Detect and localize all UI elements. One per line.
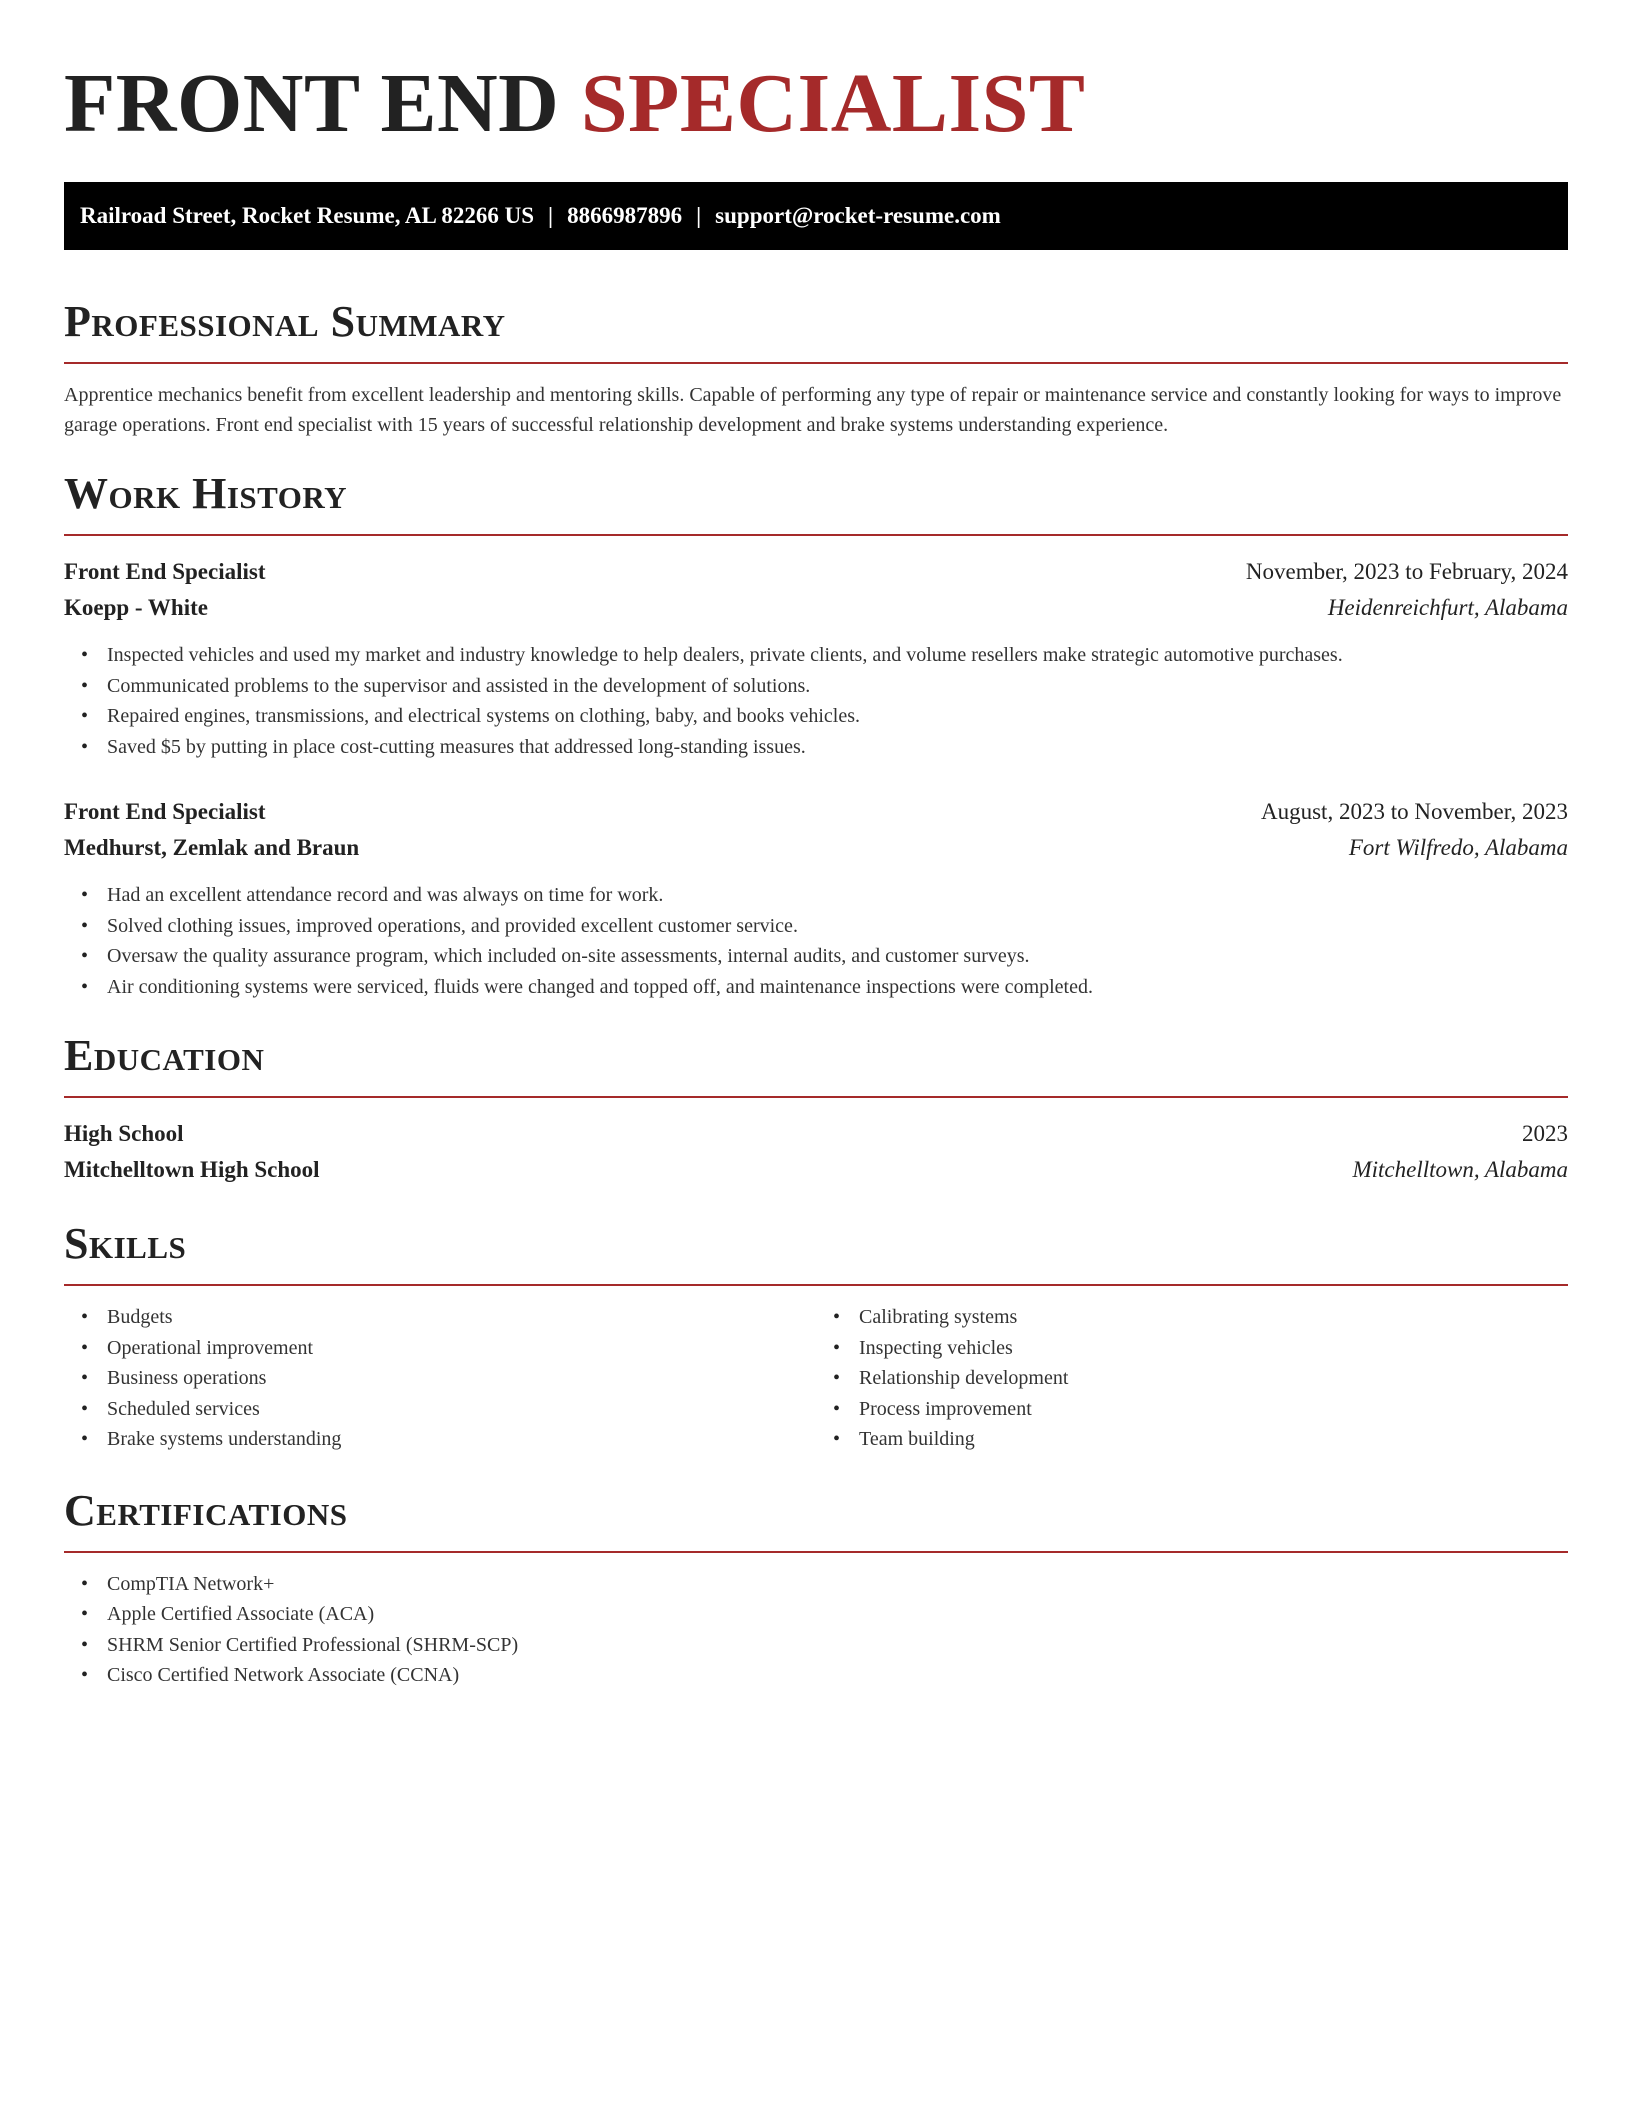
job-location: Heidenreichfurt, Alabama — [1327, 595, 1568, 620]
certification-item: • Cisco Certified Network Associate (CCNA) — [107, 1660, 1568, 1691]
job-company: Koepp - White — [64, 595, 208, 620]
education-school: Mitchelltown High School — [64, 1157, 320, 1182]
certifications-list — [64, 1569, 1568, 1691]
education-location: Mitchelltown, Alabama — [1352, 1157, 1568, 1182]
education-entry — [64, 1116, 1568, 1188]
job-dates: August, 2023 to November, 2023 — [1261, 799, 1568, 824]
job-title: Front End Specialist — [64, 799, 266, 824]
list-item: • Solved clothing issues, improved operations, and provided excellent customer service. — [107, 911, 1568, 942]
contact-bar — [64, 182, 1568, 250]
skill-item: • Inspecting vehicles — [859, 1333, 1568, 1364]
education-section — [64, 1028, 1568, 1188]
section-divider — [64, 1096, 1568, 1098]
contact-phone: 8866987896 — [567, 203, 683, 228]
skill-item: • Team building — [859, 1424, 1568, 1455]
job-company: Medhurst, Zemlak and Braun — [64, 835, 360, 860]
summary-text: Apprentice mechanics benefit from excellent leadership and mentoring skills. Capable of performing any type of repair or maintenance service and constantly looking for ways to improve garage operations. Front end specialist with 15 years of successful relationship development and brake systems understanding experience. — [64, 384, 1562, 436]
section-divider — [64, 1284, 1568, 1286]
section-divider — [64, 362, 1568, 364]
list-item: • Oversaw the quality assurance program, which included on-site assessments, internal audits, and customer surveys. — [107, 941, 1568, 972]
work-history-section — [64, 466, 1568, 1002]
education-year: 2023 — [1522, 1121, 1568, 1146]
list-item: • Saved $5 by putting in place cost-cutting measures that addressed long-standing issues. — [107, 732, 1568, 763]
contact-address: Railroad Street, Rocket Resume, AL 82266 US — [80, 203, 535, 228]
job-title: Front End Specialist — [64, 559, 266, 584]
skill-item: • Budgets — [107, 1302, 816, 1333]
list-item: • Had an excellent attendance record and was always on time for work. — [107, 880, 1568, 911]
certification-item: • CompTIA Network+ — [107, 1569, 1568, 1600]
skill-item: • Calibrating systems — [859, 1302, 1568, 1333]
title-accent: SPECIALIST — [580, 57, 1086, 150]
resume-title — [64, 50, 1568, 158]
certifications-section — [64, 1483, 1568, 1691]
skill-item: • Relationship development — [859, 1363, 1568, 1394]
job-bullets — [64, 880, 1568, 1002]
skill-item: • Brake systems understanding — [107, 1424, 816, 1455]
section-divider — [64, 1551, 1568, 1553]
section-heading-work-history: Work History — [64, 469, 348, 518]
section-heading-skills: Skills — [64, 1219, 187, 1268]
skills-column-left — [64, 1302, 816, 1455]
section-heading-summary: Professional Summary — [64, 297, 506, 346]
job-dates: November, 2023 to February, 2024 — [1245, 559, 1568, 584]
list-item: • Inspected vehicles and used my market and industry knowledge to help dealers, private clients, and volume resellers make strategic automotive purchases. — [107, 640, 1568, 671]
skill-item: • Process improvement — [859, 1394, 1568, 1425]
contact-separator: | — [696, 203, 702, 228]
job-location: Fort Wilfredo, Alabama — [1348, 835, 1568, 860]
summary-section — [64, 294, 1568, 440]
certification-item: • Apple Certified Associate (ACA) — [107, 1599, 1568, 1630]
section-divider — [64, 534, 1568, 536]
job-bullets — [64, 640, 1568, 762]
section-heading-education: Education — [64, 1031, 265, 1080]
list-item: • Communicated problems to the supervisor and assisted in the development of solutions. — [107, 671, 1568, 702]
education-degree: High School — [64, 1121, 184, 1146]
skills-grid — [64, 1302, 1568, 1455]
contact-separator: | — [548, 203, 554, 228]
title-main: FRONT END — [64, 57, 560, 150]
job-entry — [64, 794, 1568, 1002]
list-item: • Air conditioning systems were serviced, fluids were changed and topped off, and maintenance inspections were completed. — [107, 972, 1568, 1003]
job-entry — [64, 554, 1568, 762]
list-item: • Repaired engines, transmissions, and electrical systems on clothing, baby, and books vehicles. — [107, 701, 1568, 732]
skill-item: • Operational improvement — [107, 1333, 816, 1364]
skills-column-right — [816, 1302, 1568, 1455]
skills-section — [64, 1216, 1568, 1455]
skill-item: • Scheduled services — [107, 1394, 816, 1425]
skill-item: • Business operations — [107, 1363, 816, 1394]
certification-item: • SHRM Senior Certified Professional (SHRM-SCP) — [107, 1630, 1568, 1661]
contact-email: support@rocket-resume.com — [715, 203, 1001, 228]
section-heading-certifications: Certifications — [64, 1485, 348, 1535]
